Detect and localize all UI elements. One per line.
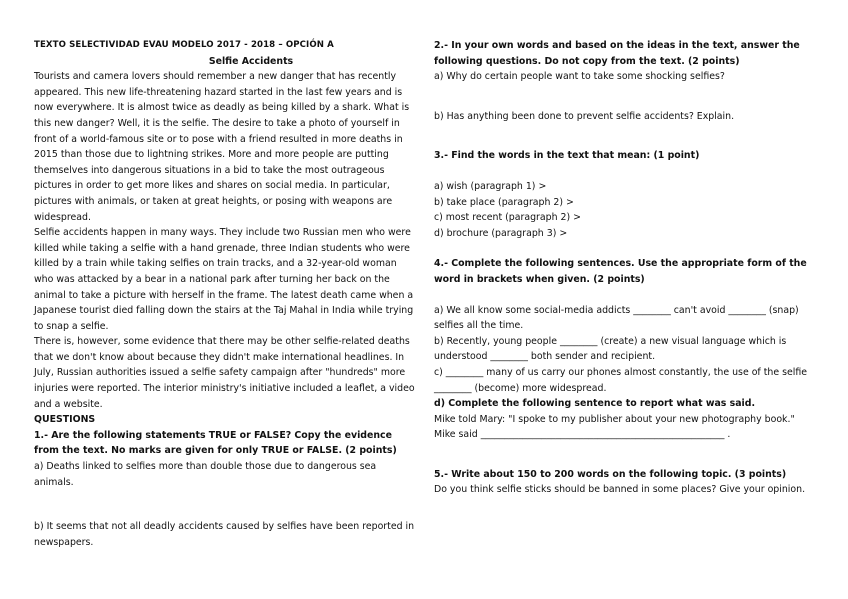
question-1-heading: 1.- Are the following statements TRUE or FALSE? Copy the evidence from the text. No marks are given for only TRUE or FALSE. (2 points) — [34, 429, 397, 457]
paragraph-3: There is, however, some evidence that there may be other selfie-related deaths that we don't know about because they didn't make international headlines. In July, Russian authorities issued a selfie safety campaign after "hundreds" more injuries were reported. The interior ministry's initiative included a leaflet, a video and a website. — [34, 336, 415, 410]
question-3-item: d) brochure (paragraph 3) > — [434, 227, 568, 239]
question-4b: b) Recently, young people ________ (create) a new visual language which is understood ________ both sender and recipient. — [434, 335, 787, 363]
question-5-heading: 5.- Write about 150 to 200 words on the following topic. (3 points) — [434, 468, 787, 480]
question-4d-quote: Mike told Mary: "I spoke to my publisher about your new photography book." — [434, 413, 795, 425]
question-5-prompt: Do you think selfie sticks should be banned in some places? Give your opinion. — [434, 484, 806, 496]
question-3-item: c) most recent (paragraph 2) > — [434, 212, 581, 224]
reading-title: Selfie Accidents — [208, 55, 294, 67]
question-3-item: a) wish (paragraph 1) > — [434, 180, 547, 192]
questions-heading: QUESTIONS — [34, 414, 96, 426]
question-2-heading: 2.- In your own words and based on the ideas in the text, answer the following questions. Do not copy from the text. (2 points) — [434, 40, 800, 67]
paragraph-2: Selfie accidents happen in many ways. They include two Russian men who were killed while taking a selfie with a hand grenade, three Indian students who were killed by a train while taking selfies on train tracks, and a 32-year-old woman who was attacked by a bear in a national park after turning her back on the animal to take a picture with herself in the frame. The latest death came when a Japanese tourist died falling down the stairs at the Taj Mahal in India while trying to snap a selfie. — [34, 227, 414, 332]
question-3-heading: 3.- Find the words in the text that mean: (1 point) — [434, 150, 700, 162]
question-1b: b) It seems that not all deadly accidents caused by selfies have been reported in newspapers. — [34, 521, 415, 548]
question-4d-heading: d) Complete the following sentence to report what was said. — [434, 398, 756, 410]
question-1a: a) Deaths linked to selfies more than double those due to dangerous sea animals. — [34, 461, 377, 488]
exam-header: TEXTO SELECTIVIDAD EVAU MODELO 2017 - 2018 – OPCIÓN A — [34, 40, 334, 50]
question-2a: a) Why do certain people want to take some shocking selfies? — [434, 71, 725, 83]
right-column — [434, 38, 814, 498]
paragraph-1: Tourists and camera lovers should remember a new danger that has recently appeared. This new life-threatening hazard started in the last few years and is now everywhere. It is almost twice as deadly as being killed by a shark. What is this new danger? Well, it is the selfie. The desire to take a photo of yourself in front of a world-famous site or to pose with a friend resulted in more deaths in 2015 than those due to lightning strikes. More and more people are putting themselves into dangerous situations in a bid to take the most outrageous pictures in order to get more likes and shares on social media. In particular, pictures with animals, or taken at great heights, or posing with weapons are widespread. — [34, 71, 410, 223]
question-4d-answer-line: Mike said ____________________________________________________ . — [434, 429, 731, 441]
question-3-item: b) take place (paragraph 2) > — [434, 196, 574, 208]
question-4-heading: 4.- Complete the following sentences. Use the appropriate form of the word in brackets when given. (2 points) — [434, 258, 807, 285]
left-column — [34, 38, 418, 550]
question-4c: c) ________ many of us carry our phones almost constantly, the use of the selfie ________ (become) more widespread. — [434, 366, 808, 394]
question-4a: a) We all know some social-media addicts ________ can't avoid ________ (snap) selfies all the time. — [434, 304, 799, 332]
question-2b: b) Has anything been done to prevent selfie accidents? Explain. — [434, 110, 735, 122]
